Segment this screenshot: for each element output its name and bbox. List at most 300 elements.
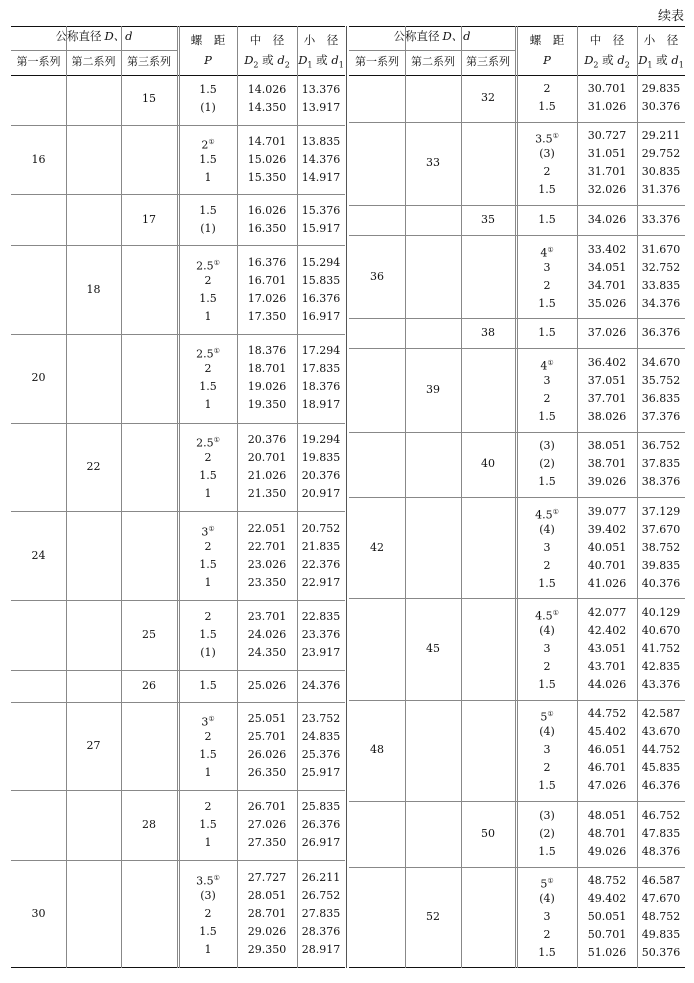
nominal-s3-cell: 50: [481, 826, 495, 840]
pitch-diameter-value: 45.402: [587, 725, 627, 739]
minor-diameter-value: 34.376: [641, 296, 681, 310]
minor-diameter-value: 38.376: [641, 475, 681, 489]
header-series2: 第二系列: [71, 55, 116, 68]
pitch-value: 1.5: [199, 557, 217, 571]
minor-diameter-value: 14.917: [301, 170, 341, 184]
nominal-symbol: D、d: [104, 29, 133, 43]
pitch-diameter-value: 22.701: [247, 539, 287, 553]
pitch-values: [179, 431, 237, 503]
minor-diameter-value: 33.376: [641, 213, 681, 227]
pitch-diameter-value: 29.026: [247, 925, 287, 939]
minor-diameter-value: 27.835: [301, 907, 341, 921]
pitch-values: [517, 437, 577, 491]
pitch-diameter-value: 15.350: [247, 170, 287, 184]
pitch-values: [517, 354, 577, 426]
pitch-values: [517, 705, 577, 795]
pitch-diameter-value: 41.026: [587, 576, 627, 590]
pitch-diameter-value: 26.350: [247, 766, 287, 780]
pitch-value: 2: [543, 278, 551, 292]
pitch-values: [179, 710, 237, 782]
pitch-diameter-value: 17.350: [247, 309, 287, 323]
pitch-value: 1.5: [199, 203, 217, 217]
pitch-value: 1: [204, 309, 212, 323]
pitch-diameter-value: 25.051: [247, 712, 287, 726]
minor-diameter-value: 13.376: [301, 83, 341, 97]
nominal-symbol: D、d: [442, 29, 471, 43]
minor-diameter-value: 25.376: [301, 748, 341, 762]
minor-diameter-value: 43.376: [641, 678, 681, 692]
pitch-value: (2): [539, 457, 555, 471]
minor-diameter-value: 49.835: [641, 928, 681, 942]
pitch-value: (2): [539, 826, 555, 840]
pitch-values: [517, 211, 577, 229]
minor-diameter-value: 47.835: [641, 826, 681, 840]
pitch-values: [179, 869, 237, 959]
nominal-s1-cell: 48: [370, 743, 384, 757]
continued-label: 续表: [657, 9, 684, 24]
row-divider: [11, 860, 345, 861]
nominal-label: 公称直径: [393, 29, 440, 43]
nominal-s1-cell: 36: [370, 269, 384, 283]
column-divider: [177, 26, 178, 968]
thread-dimension-table: [11, 26, 685, 968]
pitch-diameter-values: [577, 324, 637, 342]
table-right-half: [349, 26, 685, 968]
minor-diameter-values: [637, 807, 685, 861]
pitch-diameter-value: 18.376: [247, 344, 287, 358]
pitch-diameter-value: 23.026: [247, 557, 287, 571]
minor-diameter-value: 42.587: [641, 707, 681, 721]
minor-diameter-value: 19.294: [301, 433, 341, 447]
pitch-values: [179, 342, 237, 414]
pitch-diameter-value: 14.701: [247, 134, 287, 148]
pitch-values: [179, 520, 237, 592]
pitch-diameter-value: 26.026: [247, 748, 287, 762]
pitch-value: 3: [543, 743, 551, 757]
pitch-diameter-values: [577, 807, 637, 861]
pitch-values: [179, 608, 237, 662]
pitch-value: 1.5: [538, 779, 556, 793]
minor-diameter-value: 22.917: [301, 575, 341, 589]
minor-diameter-value: 45.835: [641, 761, 681, 775]
minor-diameter-value: 26.752: [301, 889, 341, 903]
minor-diameter-value: 48.376: [641, 844, 681, 858]
minor-diameter-values: [637, 241, 685, 313]
minor-diameter-value: 15.835: [301, 273, 341, 287]
minor-diameter-value: 37.835: [641, 457, 681, 471]
minor-diameter-value: 20.376: [301, 469, 341, 483]
pitch-value: 2: [543, 928, 551, 942]
pitch-diameter-value: 48.701: [587, 826, 627, 840]
pitch-diameter-value: 48.752: [587, 874, 627, 888]
nominal-s1-cell: 20: [31, 371, 46, 385]
pitch-diameter-value: 38.701: [587, 457, 627, 471]
pitch-value: 2: [204, 610, 212, 624]
pitch-values: [179, 202, 237, 238]
pitch-value: 1.5: [199, 925, 217, 939]
column-divider: [121, 26, 122, 968]
pitch-value: 1.5: [538, 576, 556, 590]
header-nominal: [349, 28, 515, 44]
pitch-value: 1.5: [199, 152, 217, 166]
nominal-s3-cell: 40: [481, 457, 495, 471]
pitch-diameter-values: [577, 872, 637, 962]
minor-diameter-value: 32.752: [641, 260, 681, 274]
pitch-value: 2: [204, 273, 212, 287]
minor-diameter-value: 29.752: [641, 147, 681, 161]
pitch-diameter-value: 37.026: [587, 326, 627, 340]
pitch-value: 2: [204, 907, 212, 921]
pitch-diameter-values: [577, 241, 637, 313]
minor-diameter-value: 42.835: [641, 660, 681, 674]
row-divider: [11, 125, 345, 126]
minor-diameter-values: [637, 324, 685, 342]
minor-diameter-value: 29.835: [641, 81, 681, 95]
minor-diameter-values: [637, 705, 685, 795]
minor-diameter-value: 21.835: [301, 539, 341, 553]
pitch-value: 1.5: [199, 628, 217, 642]
header-series2: 第二系列: [411, 55, 455, 68]
pitch-value: (4): [539, 725, 555, 739]
column-divider: [237, 26, 238, 968]
pitch-diameter-value: 37.701: [587, 391, 627, 405]
halves-separator: [346, 26, 347, 968]
pitch-diameter-value: 24.350: [247, 646, 287, 660]
minor-diameter-value: 35.752: [641, 373, 681, 387]
minor-diameter-value: 37.376: [641, 409, 681, 423]
header-series3: 第三系列: [127, 55, 171, 68]
pitch-value: 1.5: [538, 475, 556, 489]
pitch-values: [517, 604, 577, 694]
pitch-diameter-values: [237, 133, 297, 187]
pitch-value: 4①: [540, 358, 554, 373]
nominal-s1-cell: 16: [31, 152, 46, 166]
nominal-s3-cell: 15: [142, 92, 156, 106]
pitch-value: 1.5: [199, 818, 217, 832]
pitch-diameter-values: [237, 202, 297, 238]
pitch-diameter-values: [577, 604, 637, 694]
pitch-value: 2: [204, 451, 212, 465]
pitch-value: 2: [543, 660, 551, 674]
pitch-diameter-value: 25.701: [247, 730, 287, 744]
nominal-s2-cell: 22: [86, 460, 101, 474]
minor-diameter-values: [637, 437, 685, 491]
pitch-value: 4.5①: [535, 507, 559, 522]
pitch-diameter-value: 40.701: [587, 558, 627, 572]
pitch-value: 1.5: [538, 844, 556, 858]
minor-diameter-values: [297, 520, 345, 592]
minor-diameter-values: [637, 503, 685, 593]
pitch-diameter-value: 30.727: [587, 129, 627, 143]
minor-diameter-value: 16.376: [301, 291, 341, 305]
pitch-values: [179, 81, 237, 117]
nominal-s2-cell: 52: [426, 910, 440, 924]
minor-diameter-value: 13.835: [301, 134, 341, 148]
minor-diameter-value: 46.376: [641, 779, 681, 793]
pitch-diameter-values: [577, 437, 637, 491]
pitch-diameter-value: 44.026: [587, 678, 627, 692]
minor-diameter-value: 31.670: [641, 242, 681, 256]
nominal-label: 公称直径: [55, 29, 102, 43]
pitch-value: 2: [543, 558, 551, 572]
pitch-diameter-value: 39.026: [587, 475, 627, 489]
pitch-diameter-value: 48.051: [587, 808, 627, 822]
pitch-value: 1.5: [538, 678, 556, 692]
minor-diameter-value: 46.752: [641, 808, 681, 822]
minor-diameter-value: 33.835: [641, 278, 681, 292]
column-divider: [577, 26, 578, 968]
pitch-value: 1.5: [199, 469, 217, 483]
minor-diameter-value: 15.917: [301, 221, 341, 235]
pitch-value: 1: [204, 943, 212, 957]
pitch-values: [517, 80, 577, 116]
minor-diameter-values: [637, 127, 685, 199]
row-divider: [11, 194, 345, 195]
minor-diameter-values: [297, 677, 345, 695]
minor-diameter-values: [637, 80, 685, 116]
pitch-value: 5①: [540, 710, 554, 725]
pitch-diameter-value: 31.701: [587, 165, 627, 179]
nominal-s1-cell: 24: [31, 548, 46, 562]
pitch-diameter-value: 27.026: [247, 818, 287, 832]
nominal-s3-cell: 38: [481, 326, 495, 340]
pitch-diameter-value: 18.701: [247, 362, 287, 376]
header-minor-diameter: 小 径: [643, 33, 679, 47]
pitch-diameter-value: 47.026: [587, 779, 627, 793]
pitch-value: 1.5: [538, 326, 556, 340]
header-pitch-diameter: 中 径: [249, 33, 285, 47]
pitch-value: 3.5①: [535, 132, 559, 147]
pitch-value: (4): [539, 892, 555, 906]
pitch-diameter-value: 19.026: [247, 380, 287, 394]
minor-diameter-value: 24.835: [301, 730, 341, 744]
pitch-values: [179, 677, 237, 695]
pitch-diameter-value: 49.402: [587, 892, 627, 906]
minor-diameter-value: 20.917: [301, 487, 341, 501]
header-series1: 第一系列: [355, 55, 399, 68]
minor-diameter-values: [297, 342, 345, 414]
pitch-diameter-value: 46.701: [587, 761, 627, 775]
minor-diameter-value: 23.917: [301, 646, 341, 660]
minor-diameter-value: 28.376: [301, 925, 341, 939]
header-minor-diameter-symbol: $D_1$ 或 $d_1$: [638, 53, 684, 70]
pitch-diameter-value: 15.026: [247, 152, 287, 166]
pitch-diameter-value: 51.026: [587, 946, 627, 960]
minor-diameter-value: 15.294: [301, 255, 341, 269]
row-divider: [11, 670, 345, 671]
pitch-value: 1: [204, 836, 212, 850]
header-pitch: 螺 距: [529, 33, 565, 47]
minor-diameter-value: 44.752: [641, 743, 681, 757]
nominal-s3-cell: 17: [142, 212, 156, 226]
pitch-diameter-value: 16.376: [247, 255, 287, 269]
pitch-value: 2.5①: [196, 258, 220, 273]
pitch-value: 3: [543, 540, 551, 554]
header-pitch-symbol: P: [543, 53, 551, 67]
minor-diameter-value: 29.211: [641, 129, 681, 143]
header-series3: 第三系列: [466, 55, 510, 68]
pitch-value: 2.5①: [196, 347, 220, 361]
pitch-diameter-value: 20.701: [247, 451, 287, 465]
minor-diameter-value: 37.129: [641, 504, 681, 518]
pitch-diameter-values: [237, 869, 297, 959]
pitch-diameter-value: 21.350: [247, 487, 287, 501]
nominal-s2-cell: 33: [426, 156, 440, 170]
nominal-s2-cell: 39: [426, 382, 440, 396]
pitch-diameter-value: 38.026: [587, 409, 627, 423]
header-series1: 第一系列: [16, 55, 61, 68]
pitch-diameter-value: 17.026: [247, 291, 287, 305]
pitch-value: 1.5: [199, 83, 217, 97]
pitch-diameter-value: 16.350: [247, 221, 287, 235]
pitch-diameter-value: 50.051: [587, 910, 627, 924]
pitch-diameter-value: 28.051: [247, 889, 287, 903]
pitch-value: 1.5: [538, 213, 556, 227]
pitch-diameter-value: 19.350: [247, 398, 287, 412]
nominal-s3-cell: 32: [481, 90, 495, 104]
minor-diameter-value: 25.835: [301, 800, 341, 814]
header-pitch-diameter-symbol: $D_2$ 或 $d_2$: [244, 53, 290, 70]
pitch-value: 3: [543, 910, 551, 924]
pitch-value: (1): [200, 101, 216, 115]
column-divider: [515, 26, 516, 968]
pitch-value: 1.5: [538, 946, 556, 960]
nominal-s1-cell: 42: [370, 540, 384, 554]
pitch-value: (3): [200, 889, 216, 903]
pitch-diameter-value: 36.402: [587, 355, 627, 369]
minor-diameter-values: [637, 604, 685, 694]
pitch-diameter-value: 16.026: [247, 203, 287, 217]
pitch-values: [517, 872, 577, 962]
minor-diameter-value: 20.752: [301, 521, 341, 535]
pitch-diameter-value: 32.026: [587, 183, 627, 197]
header-minor-diameter-symbol: $D_1$ 或 $d_1$: [298, 53, 344, 70]
pitch-values: [517, 241, 577, 313]
pitch-diameter-value: 14.350: [247, 101, 287, 115]
minor-diameter-value: 22.376: [301, 557, 341, 571]
minor-diameter-value: 31.376: [641, 183, 681, 197]
minor-diameter-values: [297, 710, 345, 782]
table-left-half: [11, 26, 345, 968]
pitch-value: 2: [204, 730, 212, 744]
pitch-diameter-value: 21.026: [247, 469, 287, 483]
pitch-value: 2.5①: [196, 436, 220, 450]
pitch-diameter-value: 34.701: [587, 278, 627, 292]
pitch-diameter-value: 37.051: [587, 373, 627, 387]
minor-diameter-value: 14.376: [301, 152, 341, 166]
pitch-diameter-values: [237, 677, 297, 695]
nominal-s3-cell: 35: [481, 213, 495, 227]
pitch-values: [517, 503, 577, 593]
minor-diameter-value: 46.587: [641, 874, 681, 888]
minor-diameter-values: [637, 354, 685, 426]
nominal-underline: [349, 50, 515, 51]
pitch-diameter-values: [577, 80, 637, 116]
pitch-diameter-value: 42.077: [587, 606, 627, 620]
pitch-diameter-value: 43.701: [587, 660, 627, 674]
pitch-value: 2: [543, 761, 551, 775]
pitch-diameter-values: [237, 254, 297, 326]
pitch-diameter-value: 38.051: [587, 439, 627, 453]
pitch-value: 1: [204, 766, 212, 780]
nominal-s3-cell: 25: [142, 628, 156, 642]
minor-diameter-value: 26.376: [301, 818, 341, 832]
pitch-value: 2: [543, 391, 551, 405]
pitch-value: 2: [204, 539, 212, 553]
minor-diameter-values: [297, 431, 345, 503]
minor-diameter-value: 17.835: [301, 362, 341, 376]
pitch-diameter-values: [577, 705, 637, 795]
minor-diameter-value: 18.917: [301, 398, 341, 412]
pitch-value: 4.5①: [535, 609, 559, 623]
minor-diameter-values: [637, 211, 685, 229]
minor-diameter-values: [297, 608, 345, 662]
pitch-diameter-value: 30.701: [587, 81, 627, 95]
pitch-diameter-value: 26.701: [247, 800, 287, 814]
row-divider: [11, 600, 345, 601]
pitch-diameter-value: 50.701: [587, 928, 627, 942]
pitch-diameter-value: 20.376: [247, 433, 287, 447]
column-divider: [405, 26, 406, 968]
pitch-value: 2: [204, 362, 212, 376]
pitch-value: 1.5: [538, 296, 556, 310]
minor-diameter-value: 26.917: [301, 836, 341, 850]
pitch-values: [517, 807, 577, 861]
minor-diameter-value: 50.376: [641, 946, 681, 960]
pitch-diameter-values: [237, 798, 297, 852]
minor-diameter-values: [297, 254, 345, 326]
minor-diameter-value: 13.917: [301, 101, 341, 115]
minor-diameter-value: 25.917: [301, 766, 341, 780]
minor-diameter-value: 26.211: [301, 871, 341, 885]
pitch-diameter-value: 29.350: [247, 943, 287, 957]
pitch-value: 4①: [540, 245, 554, 260]
header-minor-diameter: 小 径: [303, 33, 339, 47]
nominal-s2-cell: 18: [86, 282, 101, 296]
table-bottom-rule: [11, 967, 345, 968]
minor-diameter-value: 30.376: [641, 99, 681, 113]
pitch-diameter-values: [237, 520, 297, 592]
pitch-value: 1.5: [538, 183, 556, 197]
pitch-diameter-value: 25.026: [247, 678, 287, 692]
pitch-value: 3①: [201, 715, 215, 729]
pitch-diameter-values: [577, 503, 637, 593]
nominal-s2-cell: 45: [426, 642, 440, 656]
pitch-diameter-values: [577, 211, 637, 229]
pitch-diameter-value: 23.350: [247, 575, 287, 589]
minor-diameter-value: 17.294: [301, 344, 341, 358]
pitch-value: 2: [543, 165, 551, 179]
pitch-diameter-value: 42.402: [587, 624, 627, 638]
nominal-underline: [11, 50, 177, 51]
row-divider: [11, 511, 345, 512]
minor-diameter-value: 40.129: [641, 606, 681, 620]
pitch-diameter-value: 39.077: [587, 504, 627, 518]
minor-diameter-value: 28.917: [301, 943, 341, 957]
header-nominal: [11, 28, 177, 44]
minor-diameter-value: 47.670: [641, 892, 681, 906]
minor-diameter-value: 43.670: [641, 725, 681, 739]
pitch-diameter-values: [237, 81, 297, 117]
pitch-value: 3.5①: [196, 874, 220, 888]
minor-diameter-value: 36.376: [641, 326, 681, 340]
pitch-values: [179, 798, 237, 852]
row-divider: [11, 790, 345, 791]
row-divider: [11, 334, 345, 335]
pitch-value: 1.5: [199, 678, 217, 692]
pitch-value: (3): [539, 439, 555, 453]
nominal-s3-cell: 26: [142, 678, 156, 692]
